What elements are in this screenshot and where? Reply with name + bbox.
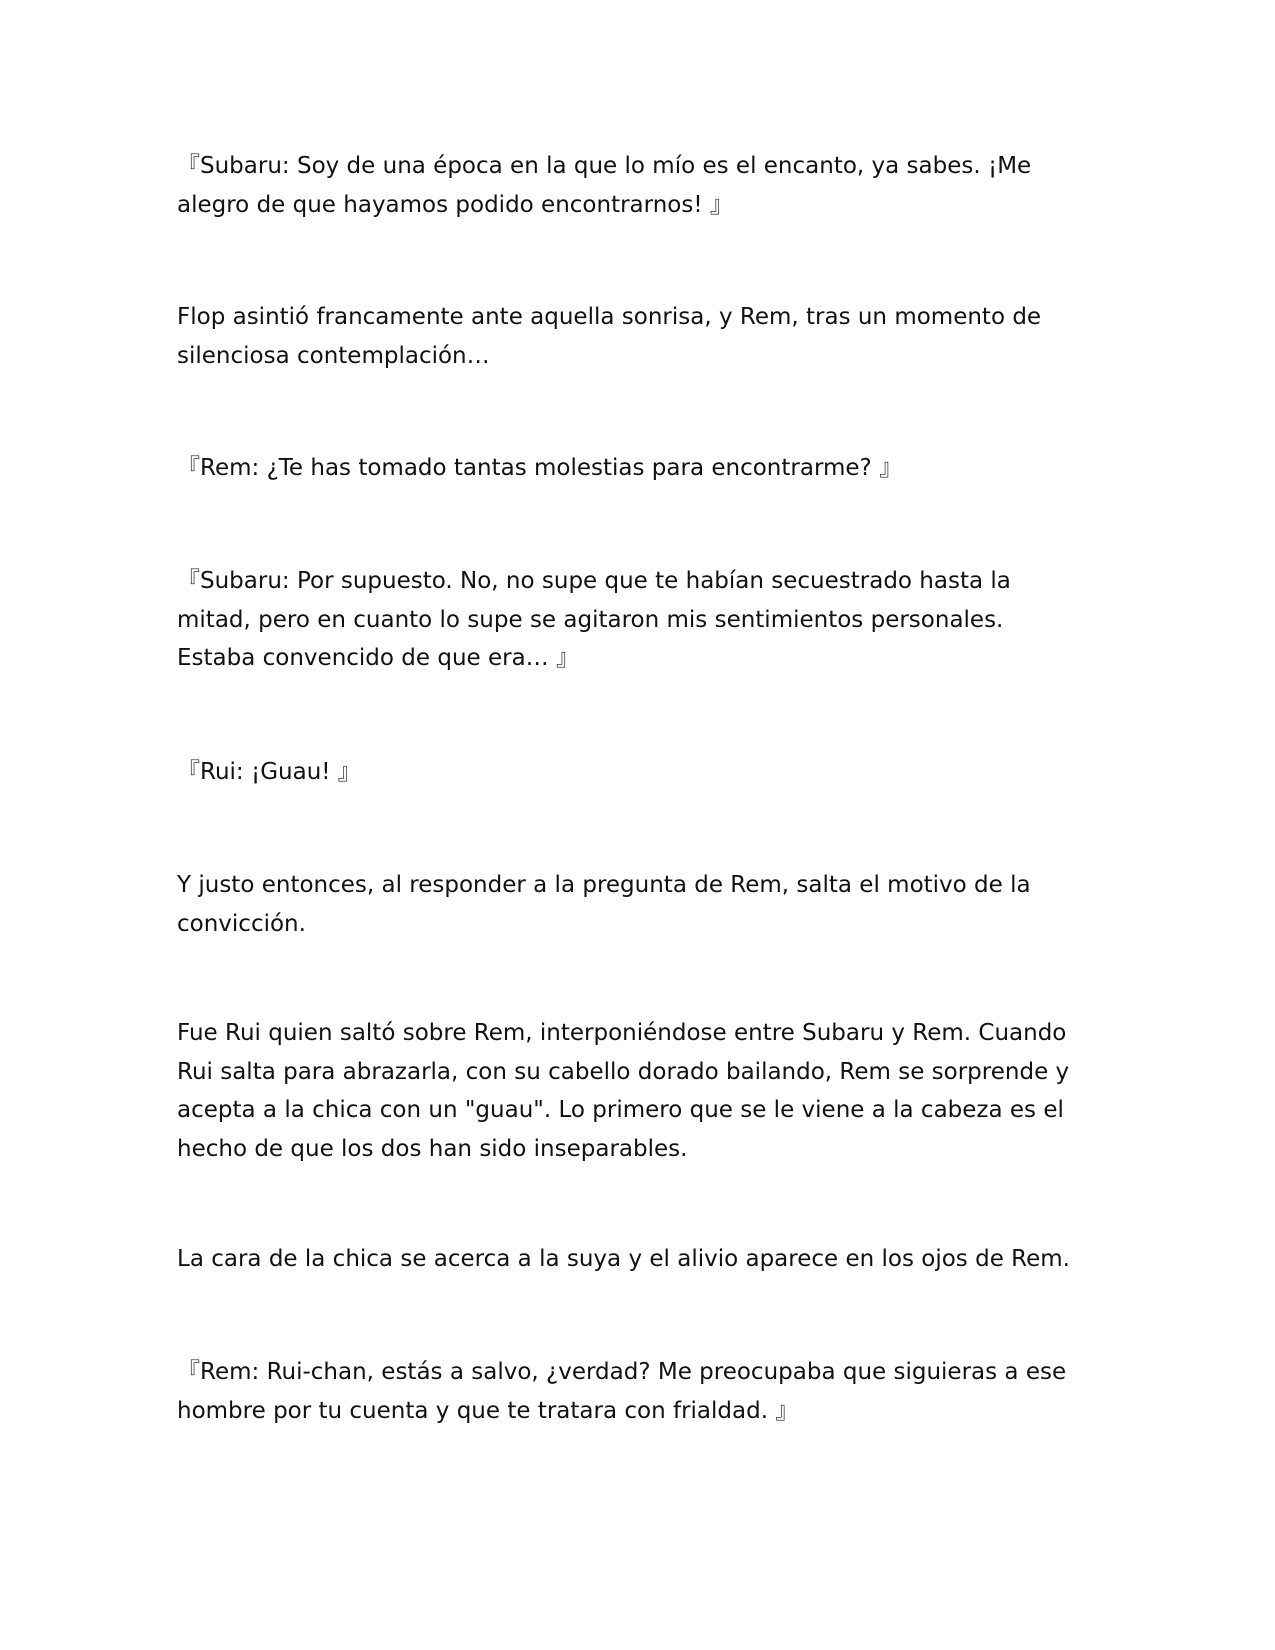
line: Rui salta para abrazarla, con su cabello dorado bailando, Rem se sorprende y — [177, 1058, 1070, 1085]
line: hecho de que los dos han sido inseparables. — [177, 1135, 688, 1162]
line: 『Subaru: Por supuesto. No, no supe que te habían secuestrado hasta la — [177, 568, 1011, 594]
dialogue-rem-1 — [177, 449, 1097, 488]
line: hombre por tu cuenta y que te tratara con frialdad. 』 — [177, 1397, 799, 1424]
narration-rui-jump — [177, 1014, 1097, 1168]
narration-conviction — [177, 866, 1097, 943]
line: acepta a la chica con un "guau". Lo primero que se le viene a la cabeza es el — [177, 1097, 1064, 1123]
line: Estaba convencido de que era… 』 — [177, 645, 579, 671]
narration-flop — [177, 298, 1097, 375]
line: silenciosa contemplación… — [177, 342, 490, 369]
line: Flop asintió francamente ante aquella sonrisa, y Rem, tras un momento de — [177, 304, 1042, 330]
line: 『Rem: Rui-chan, estás a salvo, ¿verdad? Me preocupaba que siguieras a ese — [177, 1359, 1067, 1385]
line: Y justo entonces, al responder a la pregunta de Rem, salta el motivo de la — [177, 872, 1031, 898]
line: mitad, pero en cuanto lo supe se agitaron mis sentimientos personales. — [177, 606, 1004, 633]
line: Fue Rui quien saltó sobre Rem, interponiéndose entre Subaru y Rem. Cuando — [177, 1020, 1067, 1046]
line: convicción. — [177, 910, 306, 937]
narration-relief — [177, 1240, 1097, 1279]
line: 『Rem: ¿Te has tomado tantas molestias para encontrarme? 』 — [177, 455, 903, 481]
dialogue-subaru-1 — [177, 147, 1097, 224]
line: alegro de que hayamos podido encontrarnos! 』 — [177, 191, 733, 218]
dialogue-subaru-2 — [177, 562, 1097, 678]
line: 『Subaru: Soy de una época en la que lo mío es el encanto, ya sabes. ¡Me — [177, 153, 1032, 179]
dialogue-rem-2 — [177, 1353, 1097, 1430]
line: 『Rui: ¡Guau! 』 — [177, 759, 361, 785]
line: La cara de la chica se acerca a la suya y el alivio aparece en los ojos de Rem. — [177, 1246, 1070, 1272]
dialogue-rui-1 — [177, 753, 1097, 792]
